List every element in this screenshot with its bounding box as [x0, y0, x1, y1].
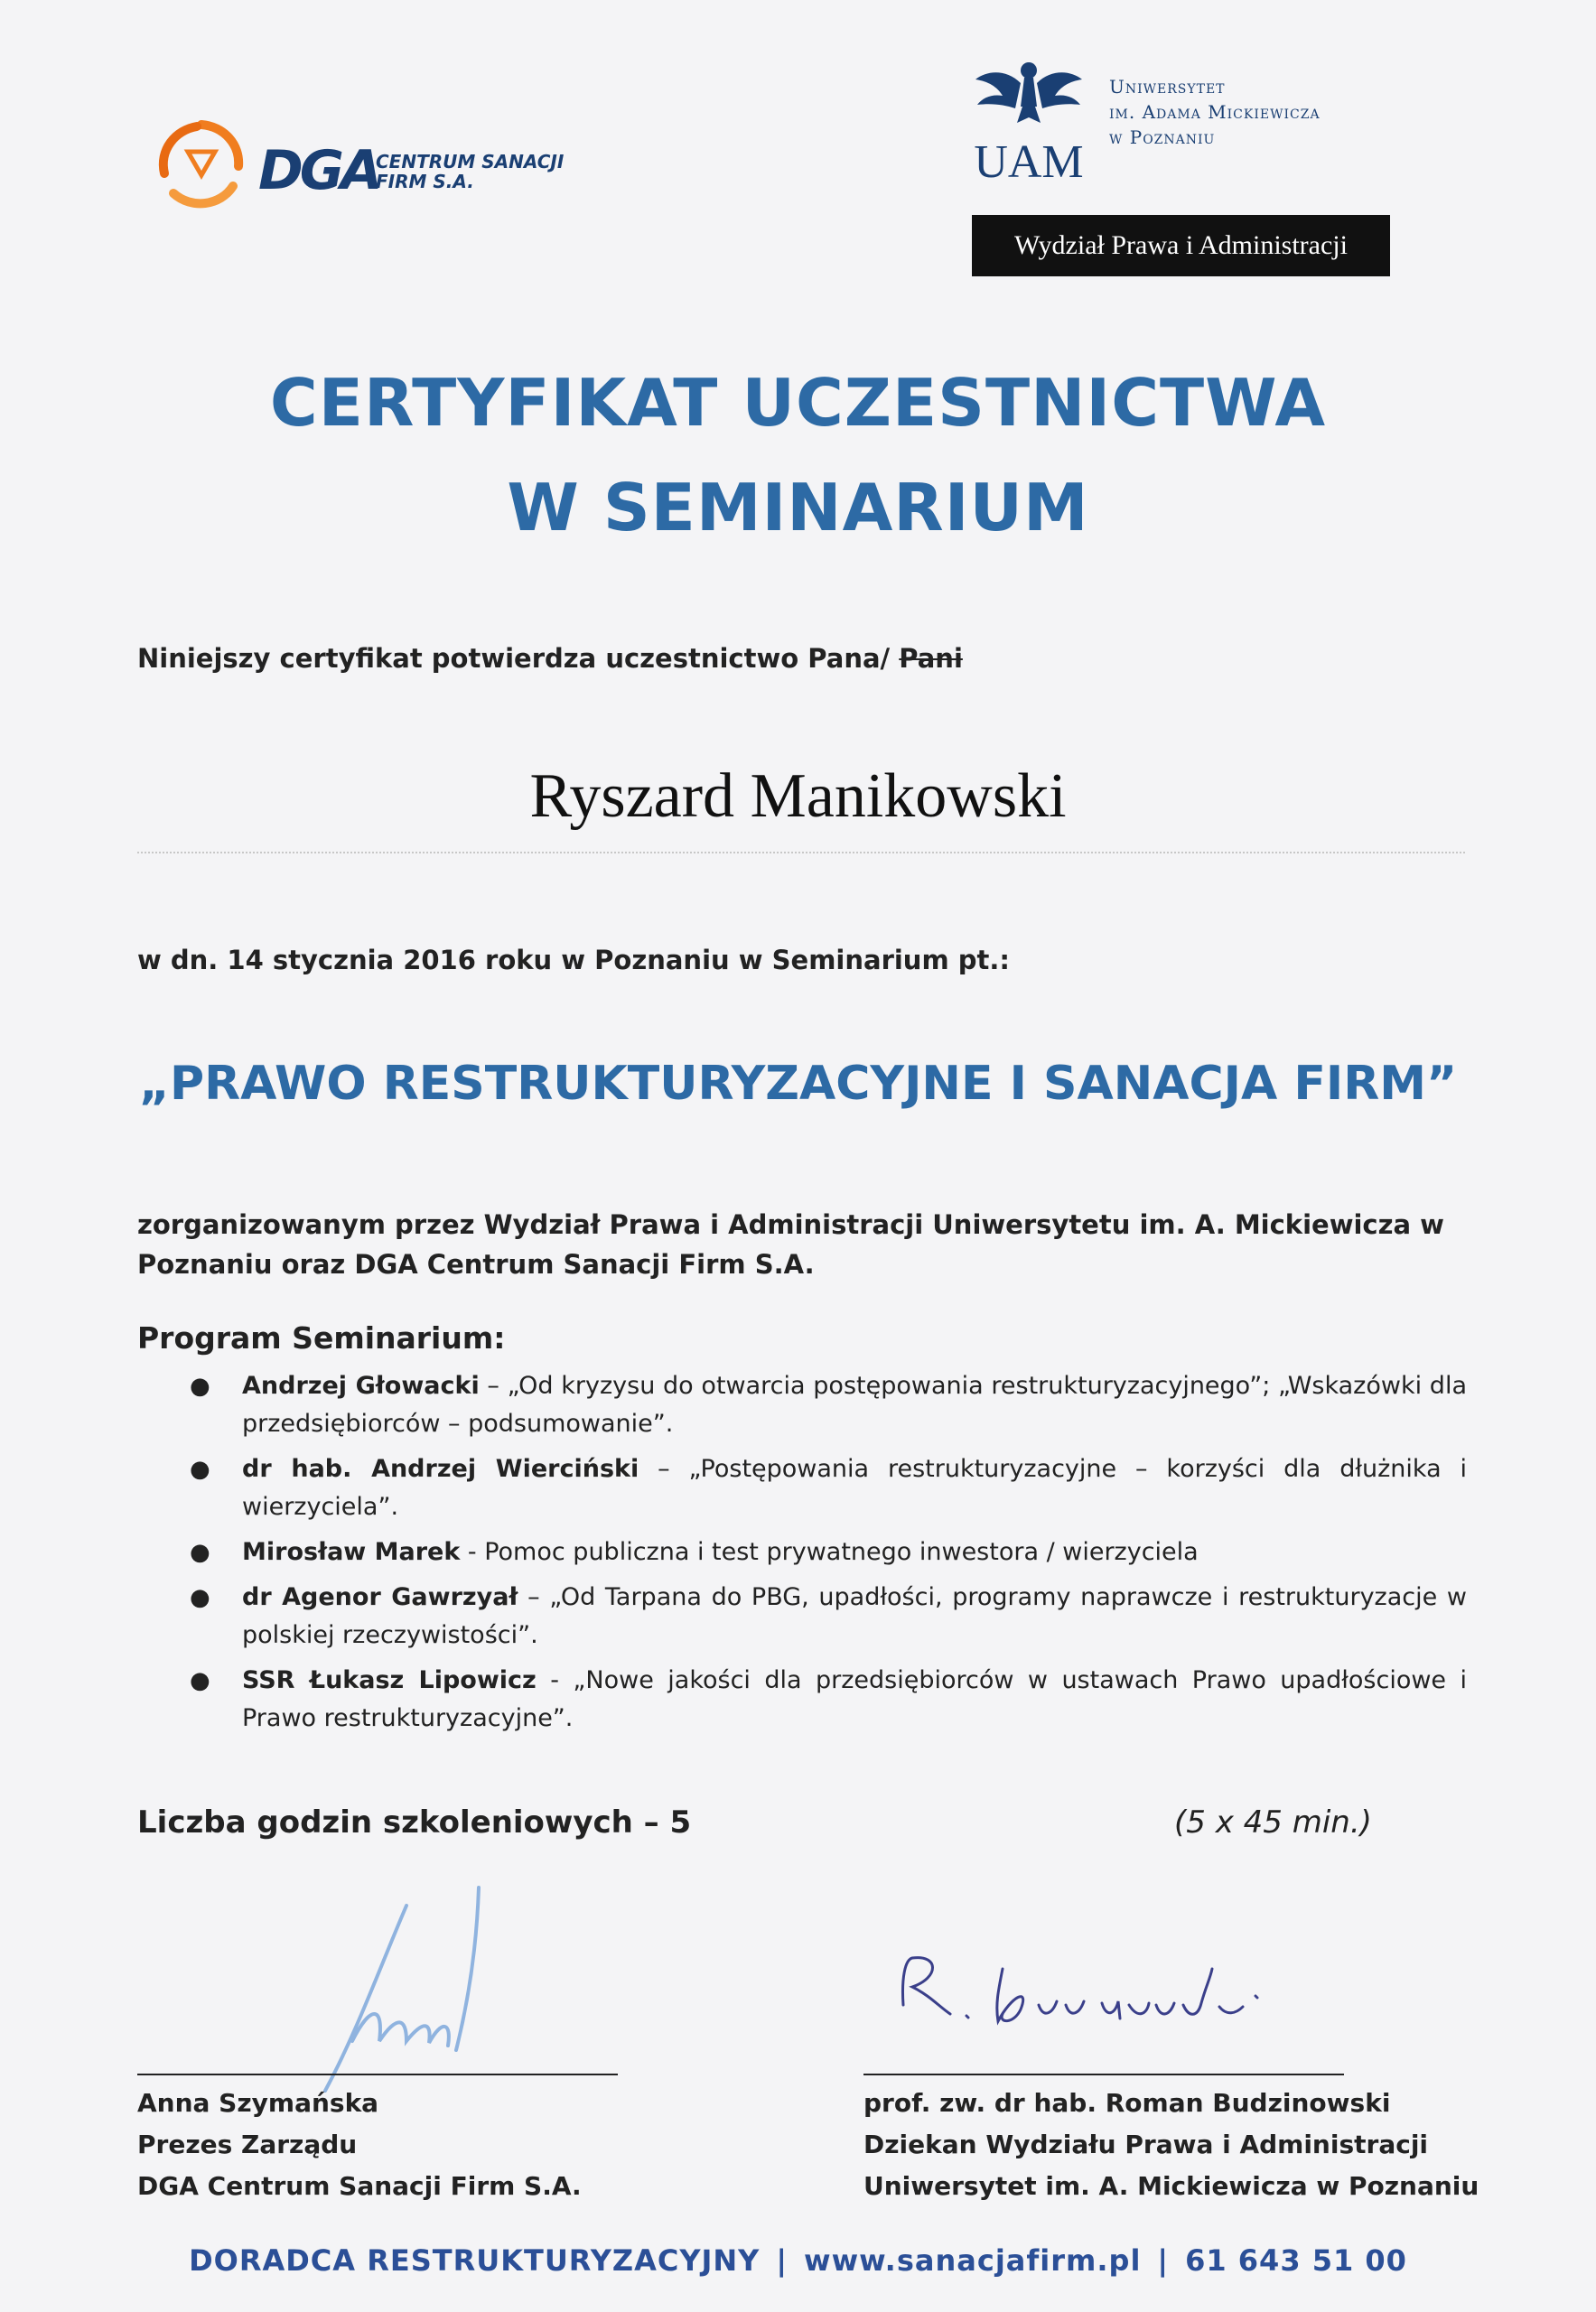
- dga-subtitle-line2: FIRM S.A.: [376, 171, 474, 192]
- signatory-right: [863, 2083, 1479, 2207]
- program-topic: – „Od Tarpana do PBG, upadłości, programy naprawcze i restrukturyzacje w polskiej rzeczywistości”.: [242, 1583, 1467, 1649]
- footer-separator: |: [776, 2243, 789, 2278]
- program-item: [190, 1662, 1467, 1738]
- uam-monogram: UAM: [974, 136, 1084, 186]
- footer-website[interactable]: www.sanacjafirm.pl: [804, 2243, 1142, 2278]
- footer-phone: 61 643 51 00: [1185, 2243, 1407, 2278]
- program-speaker: Andrzej Głowacki: [242, 1372, 480, 1400]
- uam-name-line3: w Poznaniu: [1109, 126, 1216, 148]
- certificate-title-line2: W SEMINARIUM: [507, 470, 1089, 545]
- bullet-icon: ●: [190, 1539, 210, 1566]
- name-underline: [137, 852, 1465, 853]
- program-topic: – „Postępowania restrukturyzacyjne – korzyści dla dłużnika i wierzyciela”.: [242, 1455, 1468, 1521]
- dga-logo-mark-icon: [152, 116, 251, 215]
- date-line: w dn. 14 stycznia 2016 roku w Poznaniu w Seminarium pt.:: [137, 945, 1011, 975]
- signatory-left-org: DGA Centrum Sanacji Firm S.A.: [137, 2171, 582, 2201]
- signature-line-right: [863, 2074, 1344, 2075]
- organizer-text: zorganizowanym przez Wydział Prawa i Administracji Uniwersytetu im. A. Mickiewicza w Poznaniu oraz DGA Centrum Sanacji Firm S.A.: [137, 1209, 1444, 1280]
- dga-wordmark: DGA: [258, 139, 379, 202]
- program-item: [190, 1579, 1467, 1655]
- confirmation-struck: Pani: [899, 643, 963, 674]
- uam-name-line2: im. Adama Mickiewicza: [1109, 101, 1321, 123]
- program-item: [190, 1534, 1467, 1571]
- certificate-title-line1: CERTYFIKAT UCZESTNICTWA: [269, 365, 1327, 441]
- program-topic: – „Od kryzysu do otwarcia postępowania restrukturyzacyjnego”; „Wskazówki dla przedsiębiorców – podsumowanie”.: [242, 1372, 1467, 1438]
- signature-line-left: [137, 2074, 618, 2075]
- confirmation-main: Niniejszy certyfikat potwierdza uczestnictwo Pana/: [137, 643, 900, 674]
- program-topic: - Pomoc publiczna i test prywatnego inwestora / wierzyciela: [460, 1538, 1199, 1566]
- signatory-right-name: prof. zw. dr hab. Roman Budzinowski: [863, 2088, 1391, 2118]
- bullet-icon: ●: [190, 1584, 210, 1611]
- signatory-left-role: Prezes Zarządu: [137, 2130, 358, 2159]
- footer: [0, 2243, 1596, 2278]
- dga-subtitle: [376, 152, 564, 191]
- program-heading: Program Seminarium:: [137, 1320, 506, 1356]
- dga-logo: [152, 116, 585, 215]
- training-hours-detail: (5 x 45 min.): [1174, 1804, 1372, 1841]
- bullet-icon: ●: [190, 1373, 210, 1400]
- program-speaker: dr Agenor Gawrzyał: [242, 1583, 518, 1611]
- program-topic: - „Nowe jakości dla przedsiębiorców w ustawach Prawo upadłościowe i Prawo restrukturyzacyjne”.: [242, 1666, 1467, 1732]
- faculty-badge: Wydział Prawa i Administracji: [972, 215, 1390, 276]
- uam-logo: [970, 51, 1404, 186]
- footer-tagline: DORADCA RESTRUKTURYZACYJNY: [189, 2243, 761, 2278]
- seminar-title: „PRAWO RESTRUKTURYZACYJNE I SANACJA FIRM”: [138, 1057, 1458, 1111]
- signatory-left: [137, 2083, 582, 2207]
- bullet-icon: ●: [190, 1667, 210, 1694]
- program-list: [190, 1367, 1467, 1745]
- program-speaker: Mirosław Marek: [242, 1538, 461, 1566]
- signature-left: [271, 1869, 560, 2104]
- uam-name-line1: Uniwersytet: [1109, 76, 1226, 98]
- program-item: [190, 1450, 1467, 1526]
- signatory-left-name: Anna Szymańska: [137, 2088, 379, 2118]
- uam-name: [1109, 74, 1321, 150]
- program-speaker: dr hab. Andrzej Wierciński: [242, 1455, 639, 1483]
- confirmation-text: [137, 643, 963, 674]
- program-speaker: SSR Łukasz Lipowicz: [242, 1666, 537, 1694]
- footer-separator: |: [1157, 2243, 1170, 2278]
- dga-subtitle-line1: CENTRUM SANACJI: [376, 151, 565, 172]
- signatory-right-org: Uniwersytet im. A. Mickiewicza w Poznaniu: [863, 2171, 1479, 2201]
- signatory-right-role: Dziekan Wydziału Prawa i Administracji: [863, 2130, 1429, 2159]
- training-hours: Liczba godzin szkoleniowych – 5: [137, 1804, 692, 1841]
- bullet-icon: ●: [190, 1456, 210, 1483]
- program-item: [190, 1367, 1467, 1443]
- uam-eagle-icon: [970, 51, 1087, 186]
- participant-name: Ryszard Manikowski: [529, 761, 1067, 831]
- signature-right: [885, 1942, 1283, 2041]
